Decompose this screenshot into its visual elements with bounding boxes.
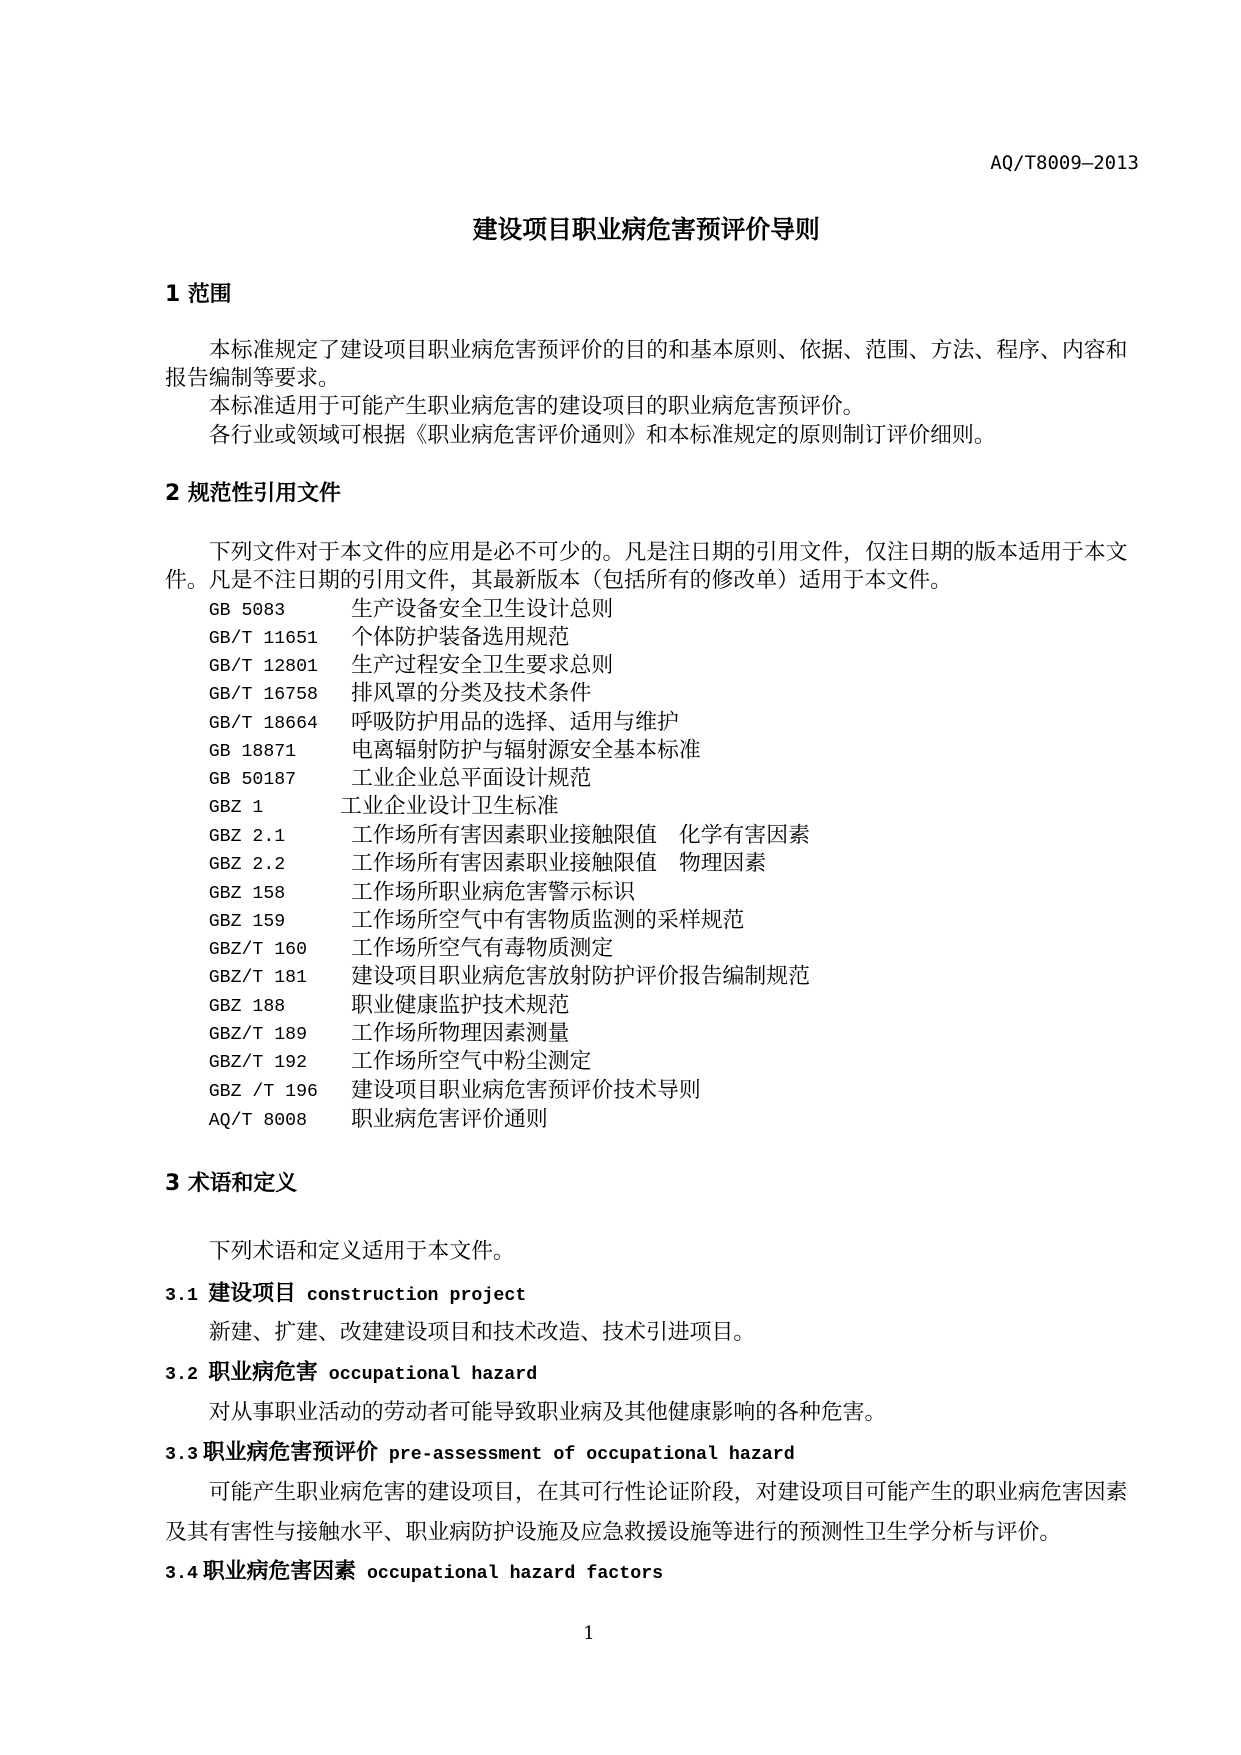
reference-code: GBZ 2.1: [208, 827, 286, 847]
reference-title: 工作场所职业病危害警示标识: [350, 880, 636, 905]
document-title: 建设项目职业病危害预评价导则: [472, 215, 820, 244]
reference-code: GBZ 1: [208, 798, 264, 818]
reference-item: [209, 907, 1127, 935]
reference-title: 排风罩的分类及技术条件: [350, 681, 592, 706]
reference-code: GB/T 18664: [208, 714, 318, 734]
term-name-zh: 职业病危害预评价: [202, 1440, 378, 1465]
reference-item: [209, 624, 1127, 652]
term-name-en: construction project: [306, 1286, 527, 1306]
reference-code: GB 50187: [208, 770, 297, 790]
term-definition-line: 及其有害性与接触水平、职业病防护设施及应急救援设施等进行的预测性卫生学分析与评价。: [165, 1520, 1062, 1545]
term-number: 3.3: [165, 1445, 198, 1465]
reference-title: 建设项目职业病危害预评价技术导则: [350, 1078, 701, 1103]
reference-title: 生产设备安全卫生设计总则: [350, 597, 614, 622]
reference-title: 工作场所空气有毒物质测定: [350, 936, 614, 961]
reference-code: GBZ/T 181: [208, 968, 307, 988]
reference-item: [209, 1048, 1127, 1076]
reference-code: GBZ 188: [208, 997, 286, 1017]
reference-title: 工作场所有害因素职业接触限值 物理因素: [350, 851, 767, 876]
paragraph-line: 下列术语和定义适用于本文件。: [208, 1239, 515, 1264]
reference-code: GBZ/T 192: [208, 1053, 307, 1073]
reference-code: GB 18871: [208, 742, 297, 762]
reference-item: [209, 1020, 1127, 1048]
reference-item: [209, 793, 1127, 821]
reference-title: 生产过程安全卫生要求总则: [350, 653, 614, 678]
reference-title: 呼吸防护用品的选择、适用与维护: [350, 710, 679, 735]
reference-item: [209, 822, 1127, 850]
term-number: 3.1: [165, 1286, 198, 1306]
standard-code-header: AQ/T8009—2013: [990, 152, 1139, 174]
reference-item: [209, 992, 1127, 1020]
reference-item: [209, 596, 1127, 624]
reference-title: 工业企业总平面设计规范: [350, 766, 592, 791]
reference-code: GBZ 2.2: [208, 855, 286, 875]
reference-title: 工作场所空气中粉尘测定: [350, 1049, 592, 1074]
reference-code: GB/T 16758: [208, 685, 318, 705]
reference-title: 个体防护装备选用规范: [350, 625, 570, 650]
reference-title: 职业健康监护技术规范: [350, 993, 570, 1018]
term-number: 3.2: [165, 1365, 198, 1385]
term-definition-line: 对从事职业活动的劳动者可能导致职业病及其他健康影响的各种危害。: [208, 1400, 887, 1425]
reference-item: [209, 963, 1127, 991]
page-number: 1: [583, 1623, 595, 1644]
term-definition-line: 新建、扩建、改建建设项目和技术改造、技术引进项目。: [208, 1320, 756, 1345]
reference-code: GBZ 158: [208, 884, 286, 904]
reference-code: GB 5083: [208, 601, 286, 621]
term-heading: [165, 1558, 663, 1586]
paragraph-line: 各行业或领域可根据《职业病危害评价通则》和本标准规定的原则制订评价细则。: [208, 423, 996, 448]
reference-title: 工业企业设计卫生标准: [340, 794, 559, 819]
section-heading: 3 术语和定义: [165, 1171, 298, 1196]
reference-item: [209, 680, 1127, 708]
term-definition-line: 可能产生职业病危害的建设项目，在其可行性论证阶段，对建设项目可能产生的职业病危害因素: [208, 1480, 1128, 1505]
reference-item: [209, 850, 1127, 878]
term-name-zh: 建设项目: [208, 1281, 296, 1306]
reference-item: [209, 935, 1127, 963]
reference-code: GBZ/T 160: [208, 940, 307, 960]
reference-item: [209, 1106, 1127, 1134]
term-heading: [165, 1280, 526, 1308]
reference-item: [209, 765, 1127, 793]
paragraph-line: 本标准适用于可能产生职业病危害的建设项目的职业病危害预评价。: [208, 394, 865, 419]
paragraph-line: 本标准规定了建设项目职业病危害预评价的目的和基本原则、依据、范围、方法、程序、内容和: [208, 338, 1128, 363]
reference-item: [209, 737, 1127, 765]
reference-code: GBZ/T 189: [208, 1025, 307, 1045]
term-name-zh: 职业病危害因素: [202, 1559, 356, 1584]
reference-code: GBZ /T 196: [208, 1082, 318, 1102]
reference-title: 建设项目职业病危害放射防护评价报告编制规范: [350, 964, 810, 989]
reference-item: [209, 1077, 1127, 1105]
reference-title: 职业病危害评价通则: [350, 1107, 548, 1132]
term-heading: [165, 1439, 795, 1467]
term-name-en: occupational hazard: [328, 1365, 538, 1385]
section-heading: 2 规范性引用文件: [165, 481, 341, 506]
term-name-zh: 职业病危害: [208, 1360, 318, 1385]
reference-title: 工作场所有害因素职业接触限值 化学有害因素: [350, 823, 810, 848]
section-heading: 1 范围: [165, 282, 232, 307]
term-number: 3.4: [165, 1564, 198, 1584]
reference-code: AQ/T 8008: [208, 1111, 307, 1131]
paragraph-line: 报告编制等要求。: [165, 366, 340, 391]
term-name-en: occupational hazard factors: [366, 1564, 664, 1584]
reference-title: 工作场所空气中有害物质监测的采样规范: [350, 908, 745, 933]
term-heading: [165, 1359, 537, 1387]
term-name-en: pre-assessment of occupational hazard: [388, 1445, 795, 1465]
reference-title: 电离辐射防护与辐射源安全基本标准: [350, 738, 701, 763]
reference-item: [209, 709, 1127, 737]
reference-code: GBZ 159: [208, 912, 286, 932]
paragraph-line: 件。凡是不注日期的引用文件，其最新版本（包括所有的修改单）适用于本文件。: [165, 568, 952, 593]
reference-item: [209, 879, 1127, 907]
reference-item: [209, 652, 1127, 680]
reference-code: GB/T 12801: [208, 657, 318, 677]
reference-code: GB/T 11651: [208, 629, 318, 649]
reference-title: 工作场所物理因素测量: [350, 1021, 570, 1046]
paragraph-line: 下列文件对于本文件的应用是必不可少的。凡是注日期的引用文件，仅注日期的版本适用于本文: [208, 540, 1128, 565]
